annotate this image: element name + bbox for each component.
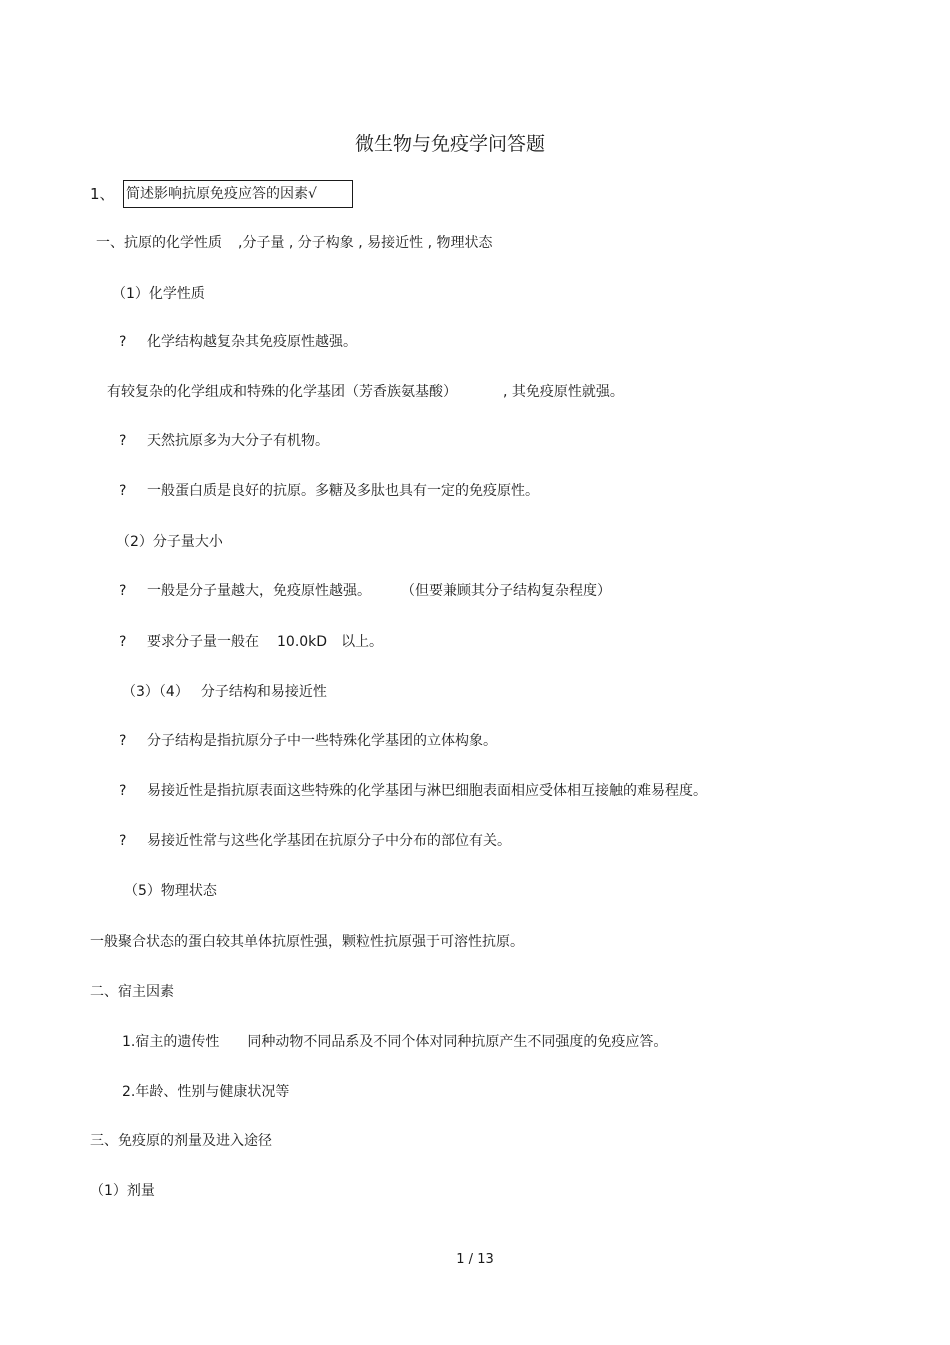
list-item xyxy=(122,1033,667,1051)
list-item-main: 一般是分子量越大，免疫原性越强。 xyxy=(147,583,371,599)
bullet-icon: ? xyxy=(119,783,127,799)
subsection-1-heading: （1）化学性质 xyxy=(112,286,205,302)
section-1-heading xyxy=(96,234,493,252)
list-item xyxy=(147,633,383,651)
bullet-icon: ? xyxy=(119,733,127,749)
document-title: 微生物与免疫学问答题 xyxy=(354,133,545,155)
paragraph-note-tail: , 其免疫原性就强。 xyxy=(503,384,624,400)
list-item: 2.年龄、性别与健康状况等 xyxy=(122,1084,290,1100)
question-number: 1、 xyxy=(90,185,115,203)
question-text: 简述影响抗原免疫应答的因素√ xyxy=(126,186,317,202)
section-2-heading: 二、宿主因素 xyxy=(90,984,174,1000)
list-item-desc: 同种动物不同品系及不同个体对同种抗原产生不同强度的免疫应答。 xyxy=(247,1034,668,1050)
question-box xyxy=(123,180,353,208)
section-1-heading-text: 一、抗原的化学性质 xyxy=(96,235,222,251)
subsection-34-number: （3）（4） xyxy=(122,684,189,700)
subsection-34-heading xyxy=(122,683,327,701)
bullet-icon: ? xyxy=(119,483,127,499)
page-number-total: 13 xyxy=(477,1252,494,1267)
list-item: 一般蛋白质是良好的抗原。多糖及多肽也具有一定的免疫原性。 xyxy=(147,483,539,499)
list-item xyxy=(147,582,611,600)
page-footer xyxy=(0,1252,950,1268)
bullet-icon: ? xyxy=(119,433,127,449)
section-3-heading: 三、免疫原的剂量及进入途径 xyxy=(90,1133,272,1149)
list-item: 分子结构是指抗原分子中一些特殊化学基团的立体构象。 xyxy=(147,733,497,749)
list-item-aside: （但要兼顾其分子结构复杂程度） xyxy=(401,583,611,599)
bullet-icon: ? xyxy=(119,583,127,599)
page-number-current: 1 xyxy=(456,1252,465,1267)
paragraph: 一般聚合状态的蛋白较其单体抗原性强，颗粒性抗原强于可溶性抗原。 xyxy=(90,934,524,950)
list-item-value: 10.0kD xyxy=(277,634,328,650)
list-item-part: 以上。 xyxy=(341,634,384,650)
subsection-heading: （1）剂量 xyxy=(90,1183,155,1199)
list-item: 易接近性是指抗原表面这些特殊的化学基团与淋巴细胞表面相应受体相互接触的难易程度。 xyxy=(147,783,707,799)
bullet-icon: ? xyxy=(119,833,127,849)
subsection-5-heading: （5）物理状态 xyxy=(124,883,217,899)
section-1-heading-rest: ,分子量 , 分子构象 , 易接近性 , 物理状态 xyxy=(238,235,493,251)
list-item-part: 要求分子量一般在 xyxy=(147,634,259,650)
subsection-2-heading: （2）分子量大小 xyxy=(116,534,223,550)
bullet-icon: ? xyxy=(119,634,127,650)
page-number-separator: / xyxy=(468,1252,474,1267)
paragraph-note xyxy=(107,383,624,401)
list-item: 易接近性常与这些化学基团在抗原分子中分布的部位有关。 xyxy=(147,833,511,849)
list-item: 天然抗原多为大分子有机物。 xyxy=(147,433,329,449)
bullet-icon: ? xyxy=(119,334,127,350)
list-item-label: 1.宿主的遗传性 xyxy=(122,1034,220,1050)
paragraph-note-main: 有较复杂的化学组成和特殊的化学基团（芳香族氨基酸） xyxy=(107,384,457,400)
subsection-34-title: 分子结构和易接近性 xyxy=(200,684,327,700)
list-item: 化学结构越复杂其免疫原性越强。 xyxy=(147,334,357,350)
